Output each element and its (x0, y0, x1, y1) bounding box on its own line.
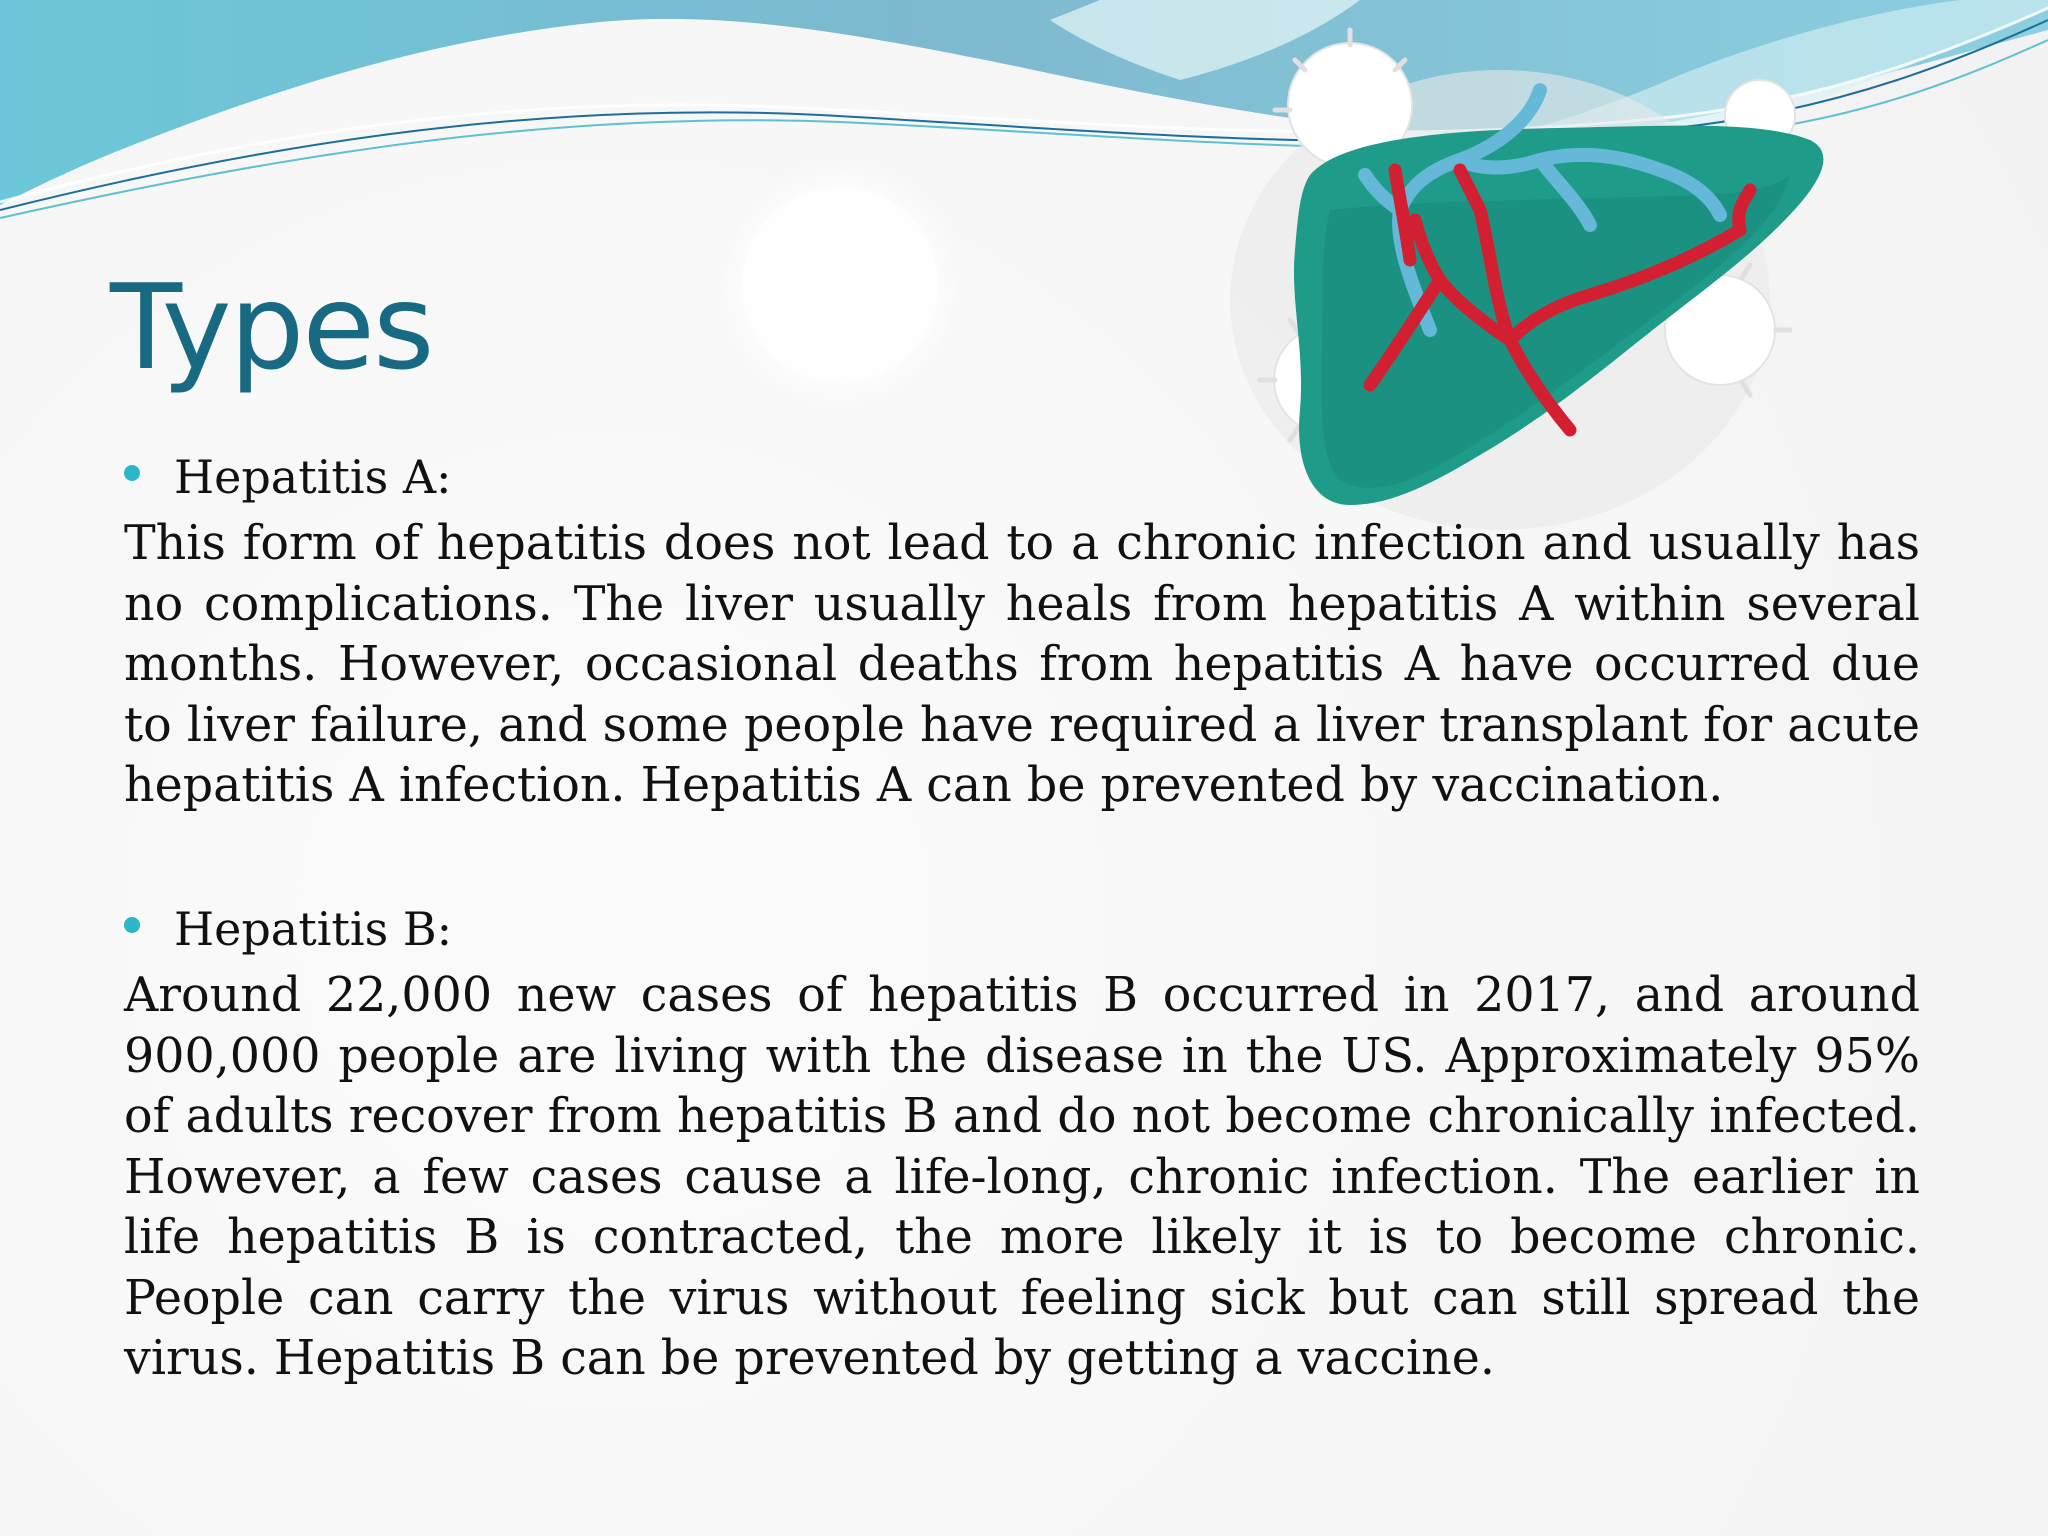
bullet-heading: Hepatitis B: (174, 902, 453, 956)
bullet-hepatitis-a (124, 450, 452, 504)
slide-title: Types (110, 258, 433, 396)
bullet-heading: Hepatitis A: (174, 450, 452, 504)
bullet-hepatitis-b (124, 902, 453, 956)
paragraph-hepatitis-a: This form of hepatitis does not lead to a chronic infection and usually has no complications. The liver usually heals from hepatitis A within several months. However, occasional deaths from hepatitis A have occurred due to liver failure, and some people have required a liver transplant for acute hepatitis A infection. Hepatitis A can be prevented by vaccination. (124, 516, 1920, 813)
bullet-dot-icon (124, 465, 140, 481)
paragraph-hepatitis-b: Around 22,000 new cases of hepatitis B occurred in 2017, and around 900,000 people are living with the disease in the US. Approximately 95% of adults recover from hepatitis B and do not become chronically infected. However, a few cases cause a life-long, chronic infection. The earlier in life hepatitis B is contracted, the more likely it is to become chronic. People can carry the virus without feeling sick but can still spread the virus. Hepatitis B can be prevented by getting a vaccine. (124, 968, 1920, 1386)
bullet-dot-icon (124, 917, 140, 933)
liver-icon (1230, 30, 1823, 530)
virus-icon (715, 160, 965, 410)
